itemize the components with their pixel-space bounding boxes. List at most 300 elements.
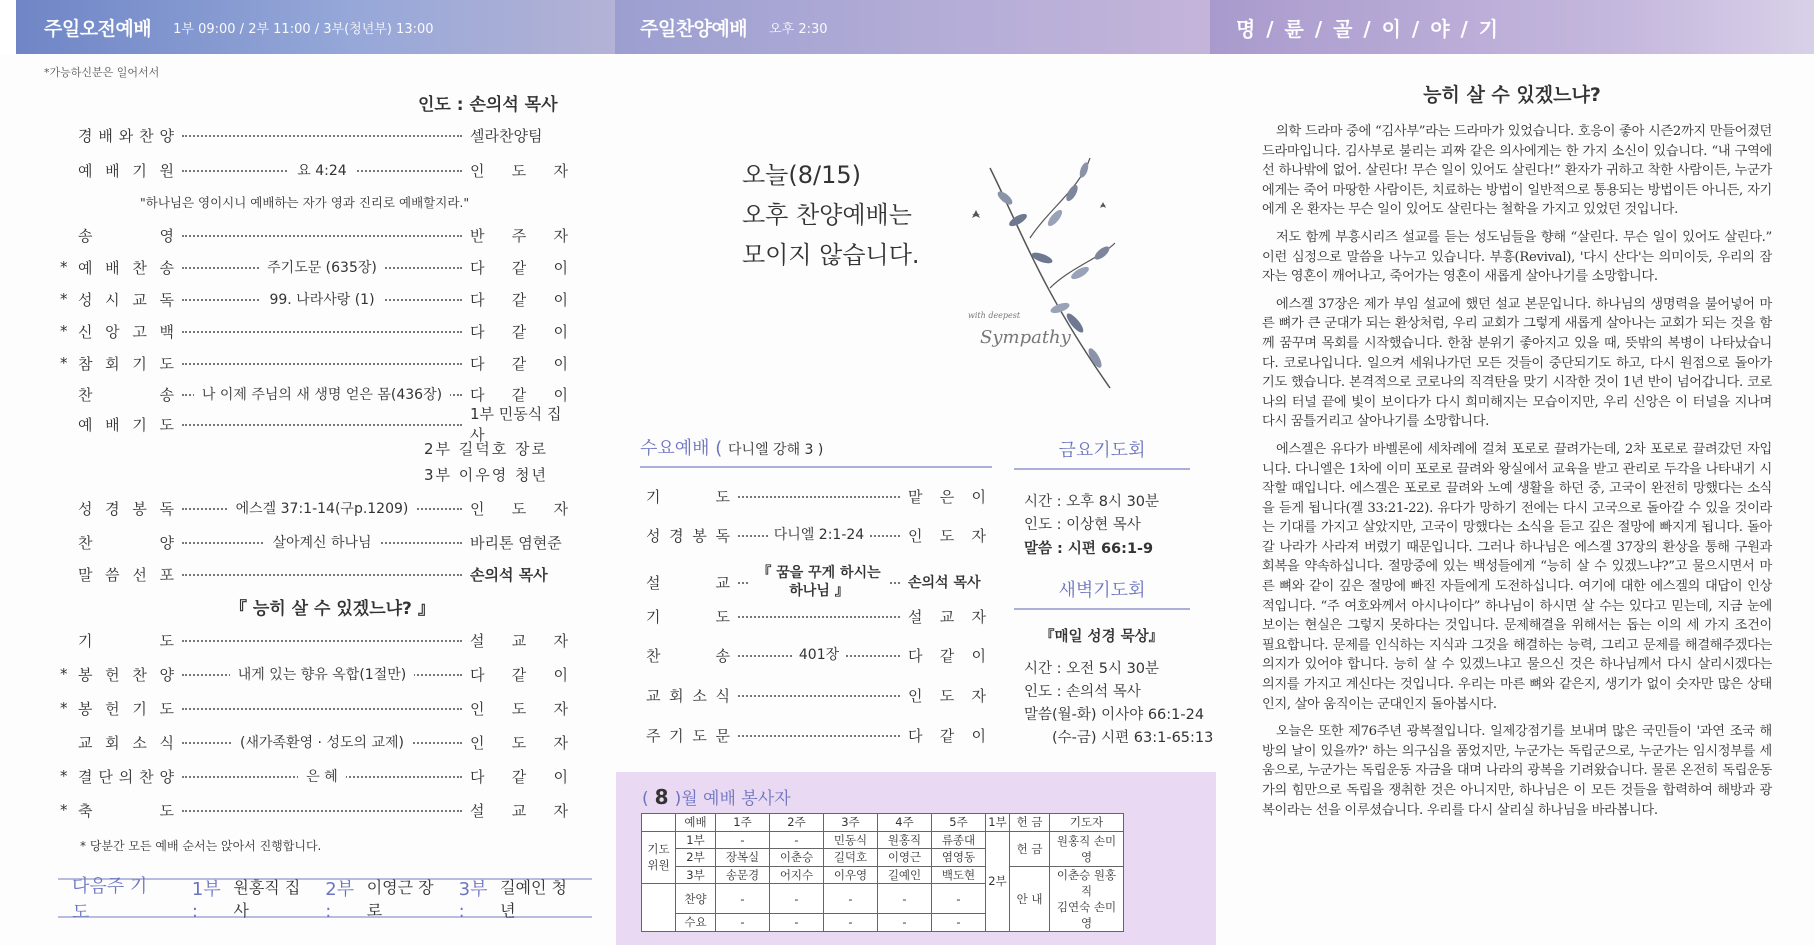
order-leader-dots — [182, 223, 462, 247]
offering-names-cell: 원홍직 손미영 — [1050, 831, 1124, 866]
wed-order-row — [646, 521, 986, 549]
label-char: 주 — [646, 726, 661, 745]
friday-time: 시간 : 오후 8시 30분 — [1024, 494, 1160, 510]
order-label — [78, 732, 174, 753]
order-leader-dots — [182, 764, 462, 788]
wed-order-detail: 『 꿈을 꾸게 하시는 하나님 』 — [749, 564, 889, 600]
volunteer-name-cell: 길예인 — [878, 866, 932, 884]
label-char: 식 — [159, 733, 174, 752]
label-char: 같 — [511, 665, 527, 684]
order-star: * — [60, 354, 68, 372]
label-char: 자 — [971, 526, 986, 545]
card-text-small: with deepest — [968, 311, 1021, 320]
volunteer-name-cell: 어지수 — [770, 866, 824, 884]
afternoon-notice — [742, 155, 920, 275]
order-star: * — [60, 322, 68, 340]
volunteer-part-cell: 2부 — [986, 831, 1010, 931]
volunteer-name-cell: 류종대 — [932, 831, 986, 849]
label-char: 경 — [105, 499, 120, 518]
label-char: 경 — [669, 526, 684, 545]
prayer-2nd-service: 2부 길덕호 장로 — [424, 440, 549, 458]
wed-order-right — [908, 645, 986, 666]
label-char: 양 — [159, 767, 174, 786]
volunteer-name-cell: 염영동 — [932, 849, 986, 867]
wed-order-label — [646, 525, 730, 546]
order-right — [470, 498, 568, 519]
seated-footnote: * 당분간 모든 예배 순서는 앉아서 진행합니다. — [80, 839, 322, 853]
praise-worship-time: 오후 2:30 — [769, 21, 828, 37]
label-char: 회 — [669, 686, 684, 705]
label-char: 맡 — [908, 487, 923, 506]
volunteer-name-cell: 송문경 — [716, 866, 770, 884]
label-char: 이 — [971, 726, 986, 745]
label-char: 은 — [939, 487, 955, 506]
label-char: 기 — [132, 415, 147, 434]
label-char: 헌 — [105, 699, 120, 718]
volunteer-name-cell: 이춘승 — [770, 849, 824, 867]
label-char: 자 — [553, 699, 568, 718]
label-char: 인 — [470, 161, 485, 180]
label-char: 양 — [159, 126, 174, 145]
order-right — [470, 630, 568, 651]
order-label — [78, 498, 174, 519]
volunteer-header-cell: 1주 — [716, 814, 770, 832]
label-char: 다 — [470, 665, 485, 684]
order-star: * — [60, 258, 68, 276]
wed-order-right — [908, 685, 986, 706]
order-leader-dots — [182, 158, 462, 182]
story-paragraph: 의학 드라마 중에 “김사부”라는 드라마가 있었습니다. 호응이 좋아 시즌2까지 만들어졌던 드라마입니다. 김사부로 불리는 괴짜 같은 의사에게는 한 가지 소신이 있습니다. “내 구역에선 하나밖에 없어. 살린다! 무슨 일이 있어도 살린다!” 환자가 귀하고 착한 사람이든, 누군가에게는 죽어 마땅한 사람이든, 치료하는 방법이 일반적으로 통용되는 방법이든 아니든, 자기에게 온 환자는 무슨 일이 있어도 살린다는 철학을 가지고 있었던 것입니다. — [1262, 124, 1772, 218]
label-char: 단 — [98, 767, 113, 786]
morning-worship-title: 주일오전예배 — [44, 17, 152, 40]
label-char: 도 — [715, 487, 730, 506]
order-label — [78, 698, 174, 719]
label-char: 자 — [971, 686, 986, 705]
label-char: 자 — [971, 607, 986, 626]
label-char: 봉 — [78, 699, 93, 718]
label-char: 말 — [78, 565, 93, 584]
order-leader-dots — [182, 412, 462, 436]
label-char: 인 — [470, 699, 485, 718]
wed-order-row — [646, 562, 986, 602]
label-char: 같 — [511, 290, 527, 309]
label-char: 교 — [939, 607, 955, 626]
label-char: 같 — [511, 767, 527, 786]
label-char: 소 — [132, 733, 147, 752]
notice-line-2: 오후 찬양예배는 — [742, 201, 912, 229]
order-row — [60, 496, 568, 520]
volunteer-header-cell: 헌 금 — [1010, 814, 1050, 832]
label-char: 와 — [118, 126, 134, 145]
label-char: 자 — [553, 801, 568, 820]
label-char: 도 — [511, 499, 527, 518]
label-char: 식 — [715, 686, 730, 705]
order-label — [78, 664, 174, 685]
friday-word: 말씀 : 시편 66:1-9 — [1024, 541, 1154, 557]
label-char: 도 — [715, 607, 730, 626]
order-right — [470, 800, 568, 821]
order-leader-dots — [182, 530, 462, 554]
label-char: 씀 — [105, 565, 120, 584]
story-paragraph: 에스겔은 유다가 바벨론에 세차례에 걸쳐 포로로 끌려가는데, 2차 포로로 끌려갔던 자입니다. 다니엘은 1차에 이미 포로로 끌려와 왕실에서 교육을 받고 관리로 두각을 나타내기 시작할 때입니다. 에스겔은 포로로 끌려와 노예 생활을 하던 중, 고국이 완전히 망했다는 소식을 듣게 됩니다(겔 33:21-22). 유다가 망하기 전에는 다시 고국으로 돌아갈 수 있을 것이라는 기대를 가지고 살았지만, 고국이 망했다는 소식을 듣고 깊은 절망에 빠지게 됩니다. 돌아갈 나라가 사라져 버렸기 때문입니다. 그러나 하나님은 에스겔 37장의 환상을 통해 구원과 회복을 약속하십니다. 절망중에 있는 백성들에게 “능히 살 수 있겠느냐?”고 물으시면서 마른 뼈와 같이 깊은 절망에 빠진 자들에게 도전하십니다. 여기에 대한 에스겔의 대답이 인상적입니다. “주 여호와께서 아시나이다” 하나님이 하시면 살 수는 있다고 믿는데, 지금 눈에 보이는 현실은 그렇지 못하다는 것입니다. 문제해결을 위해서는 돕는 이의 세 가지 조건이 필요합니다. 문제를 인식하는 지식과 그것을 해결하는 능력, 그리고 문제를 해결해주겠다는 의지가 있어야 합니다. 능히 살 수 있겠느냐고 물으신 것은 하나님께서 다시 살리시겠다는 의지를 가지고 계신다는 것입니다. 우리는 마른 뼈와 같은지, 생기가 없이 숫자만 많은 상태인지, 살아 움직이는 군대인지 돌아봅시다. — [1262, 441, 1772, 712]
label-char: 도 — [511, 699, 527, 718]
label-char: 찬 — [646, 646, 661, 665]
wed-order-right — [908, 525, 986, 546]
header-bar — [0, 0, 1814, 54]
order-star: * — [60, 767, 68, 785]
label-char: 같 — [511, 354, 527, 373]
order-leader-dots — [182, 319, 462, 343]
next-prayer-2-name: 이영근 장로 — [366, 878, 434, 920]
label-char: 기 — [132, 354, 147, 373]
volunteer-service-cell: 찬양 — [676, 884, 716, 914]
order-leader-dots — [182, 696, 462, 720]
label-char: 이 — [971, 487, 986, 506]
morning-worship-times: 1부 09:00 / 2부 11:00 / 3부(청년부) 13:00 — [173, 21, 434, 37]
order-leader-dots — [182, 287, 462, 311]
order-leader-dots — [182, 382, 462, 406]
label-char: 독 — [715, 526, 730, 545]
label-char: 주 — [511, 226, 527, 245]
next-prayer-1-name: 원홍직 집사 — [233, 878, 301, 920]
volunteer-name-cell: 장복실 — [716, 849, 770, 867]
volunteer-row — [642, 866, 1124, 884]
sermon-title: 『 능히 살 수 있겠느냐? 』 — [230, 599, 435, 619]
label-char: 다 — [470, 258, 485, 277]
header-story — [1210, 0, 1814, 54]
label-char: 회 — [105, 733, 120, 752]
volunteer-header-row — [642, 814, 1124, 832]
order-label — [78, 630, 174, 651]
order-label — [78, 289, 174, 310]
label-char: 송 — [159, 258, 174, 277]
label-char: 배 — [98, 126, 113, 145]
order-detail: 내게 있는 향유 옥합(1절만) — [230, 664, 414, 684]
order-detail: (새가족환영 · 성도의 교제) — [232, 732, 412, 752]
volunteer-name-cell: - — [770, 914, 824, 932]
order-right — [470, 289, 568, 310]
label-char: 의 — [118, 767, 134, 786]
next-week-prayer — [58, 876, 592, 923]
order-leader-dots — [182, 351, 462, 375]
volunteer-name-cell: - — [716, 914, 770, 932]
label-char: 자 — [553, 499, 568, 518]
label-char: 기 — [132, 699, 147, 718]
label-char: 송 — [715, 646, 730, 665]
label-char: 설 — [470, 801, 485, 820]
header-morning-worship — [0, 0, 615, 54]
label-char: 양 — [159, 533, 174, 552]
volunteer-name-cell: - — [770, 884, 824, 914]
volunteer-service-cell: 1부 — [676, 831, 716, 849]
order-row — [60, 158, 568, 182]
volunteer-month: 8 — [654, 785, 669, 809]
label-char: 다 — [470, 322, 485, 341]
volunteer-header-cell: 예배 — [676, 814, 716, 832]
label-char: 예 — [78, 258, 93, 277]
order-label — [78, 800, 174, 821]
volunteer-name-cell: 민동식 — [824, 831, 878, 849]
label-char: 다 — [470, 290, 485, 309]
label-char: 소 — [692, 686, 707, 705]
label-char: 앙 — [105, 322, 120, 341]
volunteer-name-cell: 이영근 — [878, 849, 932, 867]
wed-order-row — [646, 482, 986, 510]
order-leader-dots — [182, 730, 462, 754]
order-leader-dots — [182, 123, 462, 147]
order-detail: 살아계신 하나님 — [264, 532, 379, 552]
label-char: 다 — [470, 385, 485, 404]
label-char: 도 — [159, 354, 174, 373]
wed-order-row — [646, 602, 986, 630]
order-right — [470, 732, 568, 753]
wed-order-dots — [738, 602, 900, 630]
next-prayer-3-label: 3부 : — [458, 878, 488, 922]
next-week-prayer-title: 다음주 기도 — [72, 876, 148, 923]
story-paragraph: 에스겔 37장은 제가 부임 설교에 했던 설교 본문입니다. 하나님의 생명력을 불어넣어 마른 뼈가 큰 군대가 되는 환상처럼, 우리 교회가 그렇게 새롭게 살아나는 교회가 되는 것을 함께 꿈꾸며 목회를 시작했습니다. 한참 분위기 좋아지고 있을 때, 뜻밖의 복병이 나타났습니다. 코로나입니다. 일으켜 세워나가던 모든 것들이 중단되기도 하고, 다시 원점으로 돌아가기도 했습니다. 본격적으로 코로나의 직격탄을 맞기 시작한 것이 1년 반이 넘어갑니다. 코로나의 터널 끝에 빛이 보이다가 다시 희미해지는 모습이지만, 우리 신앙은 이 터널을 지나며 다시 꿈틀거리고 살아나기를 소망합니다. — [1262, 296, 1772, 430]
order-label — [78, 125, 174, 146]
wed-order-dots — [738, 681, 900, 709]
label-char: 자 — [553, 733, 568, 752]
order-leader-dots — [182, 628, 462, 652]
offering-label-cell: 헌 금 — [1010, 831, 1050, 866]
label-char: 시 — [105, 290, 120, 309]
label-char: 독 — [159, 290, 174, 309]
story-paragraph: 오늘은 또한 제76주년 광복절입니다. 일제강점기를 보내며 많은 국민들이 '과연 조국 해방의 날이 있을까?' 하는 의구심을 품었지만, 누군가는 독립군으로, 누군가는 임시정부를 세움으로, 누군가는 독립운동 자금을 대며 나라의 광복을 기려왔습니다. 물론 온전히 독립운동가의 힘만으로 독립을 쟁취한 것은 아니지만, 하나님은 이 모든 것들을 합력하여 해방과 광복이라는 선을 이루셨습니다. 우리를 다시 살리실 하나님을 바라봅니다. — [1262, 724, 1772, 818]
label-char: 포 — [159, 565, 174, 584]
dawn-theme: 『매일 성경 묵상』 — [1040, 629, 1164, 645]
order-row — [60, 255, 568, 279]
label-char: 찬 — [139, 126, 154, 145]
label-char: 같 — [511, 385, 527, 404]
label-char: 성 — [646, 526, 661, 545]
wed-order-right — [908, 606, 986, 627]
label-char: 찬 — [78, 385, 93, 404]
order-right — [470, 321, 568, 342]
next-prayer-2-label: 2부 : — [325, 878, 355, 922]
label-char: 자 — [553, 226, 568, 245]
usher-names-cell — [1050, 866, 1124, 931]
label-char: 영 — [159, 226, 174, 245]
order-detail: 요 4:24 — [289, 160, 354, 180]
label-char: 성 — [78, 290, 93, 309]
volunteer-header-cell: 5주 — [932, 814, 986, 832]
story-body — [1262, 122, 1772, 828]
wed-order-detail: 다니엘 2:1-24 — [768, 526, 870, 544]
wed-order-label — [646, 486, 730, 507]
wednesday-worship-header — [640, 434, 992, 468]
label-char: 같 — [511, 258, 527, 277]
order-row — [60, 123, 568, 147]
label-char: 자 — [553, 631, 568, 650]
label-char: 교 — [511, 631, 527, 650]
label-char: 이 — [553, 354, 568, 373]
order-right — [470, 257, 568, 278]
order-right — [470, 353, 568, 374]
label-char: 축 — [78, 801, 93, 820]
standing-note: *가능하신분은 일어서서 — [44, 66, 160, 79]
label-char: 도 — [939, 686, 955, 705]
order-detail: 주기도문 (635장) — [259, 257, 385, 277]
label-char: 교 — [715, 573, 730, 592]
order-right — [470, 698, 568, 719]
order-right: 1부 민동식 집사 — [470, 405, 562, 444]
label-char: 배 — [105, 258, 120, 277]
next-prayer-1-label: 1부 : — [191, 878, 221, 922]
volunteer-header-cell: 4주 — [878, 814, 932, 832]
label-char: 이 — [553, 665, 568, 684]
volunteer-name-cell: - — [878, 914, 932, 932]
order-right — [470, 384, 568, 405]
label-char: 이 — [971, 646, 986, 665]
story-section-title: 명 / 륜 / 골 / 이 / 야 / 기 — [1236, 16, 1501, 41]
label-char: 설 — [470, 631, 485, 650]
order-right: 셀라찬양팀 — [470, 126, 543, 145]
wed-order-label — [646, 685, 730, 706]
order-right — [470, 160, 568, 181]
service-leader: 인도 : 손의석 목사 — [418, 95, 558, 115]
order-star: * — [60, 290, 68, 308]
story-paragraph: 저도 함께 부흥시리즈 설교를 듣는 성도님들을 향해 “살린다. 무슨 일이 있어도 살린다.” 이런 심정으로 말씀을 나누고 있습니다. 부흥(Revival), '다시 산다'는 의미이듯, 우리의 잠자는 영혼이 깨어나고, 죽어가는 영혼이 새롭게 살아나기를 소망합니다. — [1262, 229, 1772, 285]
label-char: 독 — [159, 499, 174, 518]
order-right: 손의석 목사 — [470, 565, 548, 584]
label-char: 문 — [715, 726, 730, 745]
label-char: 양 — [159, 665, 174, 684]
wed-order-label — [646, 725, 730, 746]
order-right: 바리톤 염현준 — [470, 533, 562, 552]
label-char: 봉 — [692, 526, 707, 545]
label-char: 설 — [908, 607, 923, 626]
order-detail: 은 혜 — [298, 766, 346, 786]
dawn-time: 시간 : 오전 5시 30분 — [1024, 661, 1160, 677]
label-char: 기 — [132, 161, 147, 180]
label-char: 다 — [470, 354, 485, 373]
header-praise-worship — [615, 0, 1210, 54]
label-char: 반 — [470, 226, 485, 245]
order-row — [60, 223, 568, 247]
usher-names-line-2: 김연숙 손미영 — [1056, 899, 1117, 930]
label-char: 예 — [78, 161, 93, 180]
volunteer-row — [642, 831, 1124, 849]
order-detail: 나 이제 주님의 새 생명 얻은 몸(436장) — [194, 384, 450, 404]
label-char: 참 — [78, 354, 93, 373]
dawn-leader: 인도 : 손의석 목사 — [1024, 684, 1141, 700]
order-row — [60, 319, 568, 343]
label-char: 기 — [646, 487, 661, 506]
order-label — [78, 532, 174, 553]
volunteer-header-cell: 3주 — [824, 814, 878, 832]
label-char: 기 — [646, 607, 661, 626]
wed-order-row — [646, 681, 986, 709]
label-char: 송 — [78, 226, 93, 245]
order-right — [470, 225, 568, 246]
order-row — [60, 405, 568, 444]
label-char: 백 — [159, 322, 174, 341]
order-label — [78, 160, 174, 181]
order-label — [78, 414, 174, 435]
notice-line-3: 모이지 않습니다. — [742, 241, 920, 269]
volunteer-header-cell: 1부 — [986, 814, 1010, 832]
usher-names-line-1: 이춘승 원홍직 — [1056, 867, 1117, 898]
volunteer-name-cell: - — [824, 884, 878, 914]
order-leader-dots — [182, 562, 462, 586]
volunteer-name-cell: - — [878, 884, 932, 914]
volunteer-service-cell: 2부 — [676, 849, 716, 867]
label-char: 인 — [908, 526, 923, 545]
label-char: 다 — [908, 646, 923, 665]
order-star: * — [60, 801, 68, 819]
label-char: 봉 — [132, 499, 147, 518]
order-row — [60, 798, 568, 822]
volunteer-header-cell: 기도자 — [1050, 814, 1124, 832]
label-char: 도 — [159, 631, 174, 650]
label-char: 같 — [939, 726, 955, 745]
order-detail: 99. 나라사랑 (1) — [261, 289, 382, 309]
label-char: 인 — [908, 686, 923, 705]
label-char: 도 — [511, 733, 527, 752]
volunteer-name-cell: - — [932, 914, 986, 932]
volunteer-name-cell: - — [716, 884, 770, 914]
label-char: 인 — [470, 499, 485, 518]
order-label — [78, 384, 174, 405]
wed-order-row — [646, 641, 986, 669]
order-label — [78, 353, 174, 374]
order-label — [78, 321, 174, 342]
story-title: 능히 살 수 있겠느냐? — [1423, 84, 1601, 106]
volunteer-name-cell: 백도현 — [932, 866, 986, 884]
order-right — [470, 664, 568, 685]
order-row — [60, 562, 568, 586]
label-char: 다 — [908, 726, 923, 745]
label-char: 이 — [553, 767, 568, 786]
notice-line-1: 오늘(8/15) — [742, 161, 861, 189]
label-char: 결 — [78, 767, 93, 786]
volunteer-title — [642, 784, 791, 809]
dawn-word-wed-fri: (수-금) 시편 63:1-65:13 — [1052, 730, 1214, 746]
card-text-sympathy: Sympathy — [980, 327, 1071, 348]
label-char: 도 — [939, 526, 955, 545]
order-row — [60, 628, 568, 652]
wed-order-dots — [738, 521, 900, 549]
volunteer-group-cell: 기도 위원 — [642, 831, 676, 884]
wed-order-right — [908, 486, 986, 507]
label-char: 찬 — [132, 665, 147, 684]
order-right — [470, 766, 568, 787]
label-char: 다 — [470, 767, 485, 786]
next-prayer-3-name: 길예인 청년 — [500, 878, 567, 920]
volunteer-name-cell: - — [824, 914, 878, 932]
volunteer-corner-cell — [642, 814, 676, 832]
label-char: 회 — [105, 354, 120, 373]
friday-prayer-title: 금요기도회 — [1014, 436, 1190, 470]
order-label — [78, 766, 174, 787]
order-leader-dots — [182, 798, 462, 822]
label-char: 봉 — [78, 665, 93, 684]
label-char: 인 — [470, 733, 485, 752]
volunteer-service-cell: 3부 — [676, 866, 716, 884]
wed-order-dots — [738, 562, 900, 602]
label-char: 찬 — [78, 533, 93, 552]
volunteer-name-cell: 길덕호 — [824, 849, 878, 867]
order-star: * — [60, 665, 68, 683]
label-char: 교 — [78, 733, 93, 752]
volunteer-name-cell: - — [770, 831, 824, 849]
order-label — [78, 564, 174, 585]
label-char: 같 — [939, 646, 955, 665]
wed-order-right — [908, 725, 986, 746]
volunteer-name-cell: 이우영 — [824, 866, 878, 884]
wed-order-dots — [738, 641, 900, 669]
